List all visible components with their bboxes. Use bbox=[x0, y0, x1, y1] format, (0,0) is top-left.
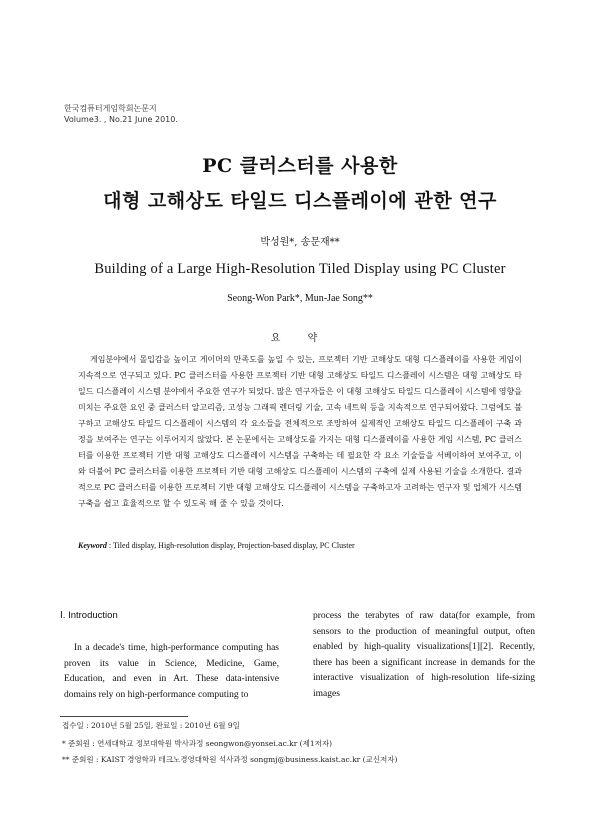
keywords-text: : Tiled display, High-resolution display, Projection-based display, PC Cluster bbox=[106, 541, 355, 550]
abstract-body: 게임분야에서 몰입감을 높이고 게이머의 만족도를 높일 수 있는, 프로젝터 기반 고해상도 대형 디스플레이를 사용한 게임이 지속적으로 연구되고 있다. PC 클러스터를 사용한 프로젝터 기반 대형 고해상도 타일드 디스플레이 시스템은 대형 고해상도 타일드 디스플레이 시스템 분야에서 주요한 연구가 되었다. 많은 연구자들은 이 대형 고해상도 타일드 디스플레이 시스템에 영향을 미치는 주요한 요인 중 클러스터 알고리즘, 고성능 그래픽 렌더링 기술, 고속 네트웍 등을 지속적으로 연구되어왔다. 그럼에도 불구하고 고해상도 타일드 디스플레이 시스템의 각 요소들을 전체적으로 조망하여 실제적인 고해상도 타일드 디스플레이 구축 과정을 보여주는 연구는 이루어지지 않았다. 본 논문에서는 고해상도를 가지는 대형 디스플레이를 사용한 게임 시스템, PC 클러스터를 이용한 프로젝터 기반 대형 고해상도 디스플레이 시스템을 구축하는 데 필요한 각 요소 기술들을 서베이하여 보여주고, 이와 더불어 PC 클러스터를 이용한 프로젝터 기반 대형 고해상도 디스플레이 시스템의 구축에 실제 사용된 기술을 소개한다. 결과적으로 PC 클러스터를 이용한 프로젝터 기반 대형 고해상도 디스플레이 시스템을 구축하고자 고려하는 연구자 및 업체가 시스템 구축을 쉽고 효율적으로 할 수 있도록 해 줄 수 있을 것이다. bbox=[78, 355, 522, 508]
authors-english: Seong-Won Park*, Mun-Jae Song** bbox=[227, 293, 373, 304]
keywords bbox=[78, 541, 538, 550]
body-column-left: In a decade's time, high-performance computing has proven its value in Science, Medicine, Game, Education, and even in Art. These data-intensive domains rely on high-performance computing to bbox=[64, 643, 279, 700]
section-heading: Ⅰ. Introduction bbox=[60, 610, 118, 621]
authors-korean: 박성원*, 송문재** bbox=[260, 237, 340, 248]
footnote-rule bbox=[60, 716, 188, 717]
journal-header bbox=[64, 103, 178, 125]
journal-name: 한국컴퓨터게임학회논문지 bbox=[64, 104, 157, 113]
keywords-label: Keyword bbox=[78, 541, 107, 550]
body-column-right: process the terabytes of raw data(for example, from sensors to the production of meaningful output, often enabled by high-quality visualizations[1][2]. Recently, there has been a significant increase in demands for the interactive visualization of high-resolution life-sizing images bbox=[313, 611, 535, 699]
abstract-heading: 요 약 bbox=[270, 333, 330, 344]
footnote-author1: * 준회원 : 연세대학교 정보대학원 박사과정 seongwon@yonsei.ac.kr (제1저자) bbox=[62, 739, 333, 748]
title-english: Building of a Large High-Resolution Tiled Display using PC Cluster bbox=[94, 261, 506, 277]
footnote-received: 접수일 : 2010년 5월 25일, 완료일 : 2010년 6월 9일 bbox=[62, 721, 240, 730]
title-korean-line1: PC 클러스터를 사용한 bbox=[202, 155, 398, 177]
footnote-author2: ** 준회원 : KAIST 경영학과 테크노경영대학원 석사과정 songmj@business.kaist.ac.kr (교신저자) bbox=[62, 755, 398, 764]
journal-issue: Volume3. , No.21 June 2010. bbox=[64, 115, 178, 124]
title-korean-line2: 대형 고해상도 타일드 디스플레이에 관한 연구 bbox=[103, 190, 497, 212]
